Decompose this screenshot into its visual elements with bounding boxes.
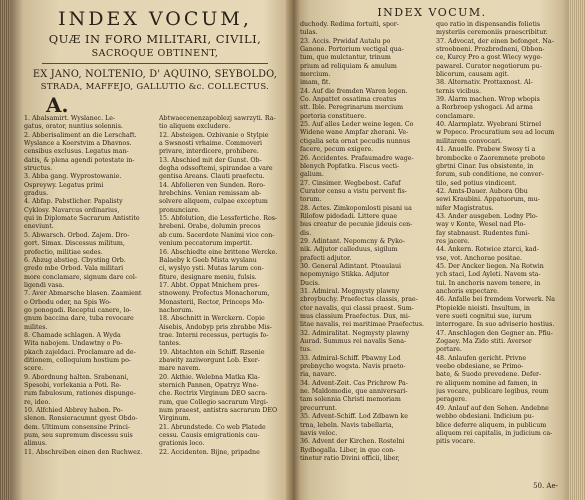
text-line: facere, pecum exigere.: [300, 146, 374, 154]
text-line: trae. Interni recessus, pertugis fo-: [159, 331, 269, 339]
text-line: zbroybuchy. Praefectus classis, prae-: [300, 296, 418, 304]
text-line: 15. Abfolution, die Lessfertiche. Ros-: [159, 215, 278, 223]
subtitle-line-2: SACROQUE OBTINENT,: [91, 48, 219, 59]
text-line: Monasterii, Rector, Princeps Mo-: [159, 298, 265, 306]
text-line: Ospreywy. Legatus primi: [24, 181, 104, 189]
text-line: privare, interdicere, prohibere.: [159, 148, 259, 156]
text-line: portoria constituere.: [300, 112, 367, 120]
text-line: mus classium Praefectus. Dux, mi-: [300, 313, 410, 321]
text-line: 6. Abzug abstieg. Cbysting Orb.: [24, 256, 126, 264]
text-line: tus.: [300, 346, 312, 354]
text-line: webbo obdesiani. Indicium pu-: [436, 413, 534, 421]
right-page-edges: [569, 0, 585, 500]
text-line: 19. Abtachten ein Schiff. Rzsenie: [159, 348, 265, 356]
text-line: tam solennia Christi memoriam: [300, 396, 401, 404]
text-line: hrebeni. Orabe, dolumin precos: [159, 223, 261, 231]
text-line: fiture, designare meniu, fulsis.: [159, 273, 257, 281]
text-line: precurrunt.: [300, 404, 338, 412]
left-column-1: [24, 115, 151, 457]
text-line: re, ideo.: [24, 398, 51, 406]
text-line: ce, Kurcy Pro a gost Wiecy wyge-: [436, 54, 543, 62]
text-line: navis veloc.: [300, 429, 338, 437]
text-line: ligendi vasa.: [24, 281, 65, 289]
text-line: Abtwaecenenzapoblezj sawrzyti. Ra-: [159, 115, 276, 122]
text-line: Balaeby k Geeb Mista wyslanu: [159, 256, 257, 264]
text-line: 22. Accidenten. Bijne, pripadne: [159, 448, 260, 456]
text-line: trna, lebeln. Navis tabellaria,: [300, 421, 394, 429]
text-line: 33. Admiral-Schiff. Pbawny Lod: [300, 354, 401, 362]
text-line: stroobneni. Prozbrodneni, Obbon-: [436, 46, 545, 54]
text-line: ab cum. Sacerdote Nanimi vice con-: [159, 231, 275, 239]
text-line: cessu. Causis emigrationis cau-: [159, 432, 260, 440]
text-line: prebnycho wogsta. Navis praeto-: [300, 363, 406, 371]
text-line: zbawity zaziworgunt Lob. Exer-: [159, 356, 260, 364]
text-line: blicorum, causam agit.: [436, 71, 510, 79]
text-line: Wyslance a Koerstvim a Dhavnos.: [24, 140, 132, 148]
text-line: 41. Anuelfe. Prabew Swosy ti a: [436, 146, 536, 154]
text-line: Aurad. Summus rei navalis Sena-: [300, 338, 407, 346]
text-line: 26. Accidentes. Prafaumadre wage-: [300, 154, 414, 162]
text-line: 28. Actes. Zimkopomlosti pisani ua: [300, 204, 412, 212]
text-line: 31. Admiral. Megmysty plawny: [300, 288, 400, 295]
text-line: 21. Abrundstede. Co web Platede: [159, 423, 266, 431]
text-line: nifer Magistratus.: [436, 204, 494, 212]
text-line: 9. Abordnung halten. Srabenani,: [24, 373, 129, 381]
text-line: eneviunt.: [24, 223, 54, 231]
text-line: gredo mbe Orbod. Vala militari: [24, 265, 124, 273]
text-line: 46. Anfalle bei fremdem Vorwerk. Na: [436, 296, 555, 304]
text-line: 39. Alarm machen. Wrop wbopis: [436, 96, 540, 104]
text-line: tilo, sed potius vindicent.: [436, 179, 517, 187]
text-line: portare.: [436, 346, 462, 354]
subtitle-line-1: QUÆ IN FORO MILITARI, CIVILI,: [48, 32, 262, 46]
text-line: mysteriis ceremoniis praescribitur.: [436, 29, 548, 37]
text-line: 49. Anlauf auf den Sehen. Andebne: [436, 404, 549, 412]
text-line: Rydbogalla. Liber, in quo con-: [300, 446, 396, 454]
text-line: Widene wane Ampfar zherani. Ve-: [300, 129, 409, 137]
text-line: w Popeco. Procuratium seu ad locum: [436, 129, 555, 137]
title-rule: [42, 63, 268, 64]
text-line: tinetur ratio Divini officii, liber,: [300, 454, 400, 462]
text-line: Ducis.: [300, 279, 320, 287]
text-line: a Swsnosti vrhaime. Commoveri: [159, 140, 263, 148]
text-line: grationis loco.: [159, 440, 205, 448]
text-line: 5. Abwarsch. Orbod. Zajem. Dro-: [24, 231, 130, 239]
text-line: che. Rectrix Virginum DEO sacra-: [159, 390, 268, 398]
text-line: litae navalis, rei maritimae Praefectus.: [300, 321, 425, 329]
text-line: 10. Alfchied Abbrey haben. Po-: [24, 407, 123, 415]
text-line: Ptopiekle nieisti. Insultum, in: [436, 304, 530, 312]
section-letter: A.: [46, 93, 69, 117]
text-line: Ganone. Portorium vectigal qua-: [300, 46, 404, 54]
text-line: vere sueti cognitui sue, iurum: [436, 313, 532, 321]
text-line: structus.: [24, 165, 53, 173]
text-line: a Rorbroep yshogaci. Ad arma: [436, 104, 533, 112]
text-line: torum.: [300, 196, 322, 204]
text-line: veebo obdesiane, se Primo-: [436, 363, 524, 371]
text-line: res jacere.: [436, 237, 470, 245]
text-line: nik. Adjutor calleduus, sigilum: [300, 246, 398, 254]
text-line: dis.: [300, 229, 312, 237]
text-line: conclamare.: [436, 112, 476, 120]
text-line: interrogare. In suo adviserio hostius.: [436, 321, 555, 329]
text-line: tantes.: [159, 340, 181, 348]
left-columns: [24, 115, 286, 457]
text-line: tulas.: [300, 29, 318, 37]
text-line: sternich Pannen, Opatryz Wne-: [159, 382, 259, 389]
text-line: Co. Anpattet ossatima creatus: [300, 96, 397, 104]
text-line: 20. Akthie. Welebna Matka Kla-: [159, 373, 260, 381]
left-page: [24, 0, 286, 500]
left-column-2: [159, 115, 286, 457]
text-line: gbrtni Cinar. Ius obsistente, in: [436, 162, 534, 170]
text-line: num praeest, antistra sacrarum DEO: [159, 407, 278, 415]
text-line: militarem convocari.: [436, 137, 503, 145]
text-line: gatus, orator, nuntius solennis.: [24, 123, 123, 131]
text-line: 40. Alarmplatz. Wyebrani Stirnel: [436, 121, 542, 129]
text-line: 42. Amts-Dauer. Aubora Obu: [436, 187, 528, 195]
text-line: 12. Absteigen. Ozbivanie o Stylpie: [159, 131, 269, 139]
text-line: 16. Abschiedte eine brittene Wercke.: [159, 248, 278, 256]
text-line: ych staci, Lod Ayleti. Navem sta-: [436, 271, 541, 279]
text-line: Zogaey. Ma Zido stiti. Aversor: [436, 338, 532, 346]
text-line: fay stabnaust. Rudentes funi-: [436, 229, 530, 237]
page-title: INDEX VOCUM,: [58, 8, 252, 30]
text-line: profectio, militiae sedes.: [24, 248, 103, 256]
text-line: 32. Admiralitat. Negmysty plawny: [300, 329, 410, 337]
text-line: 45. Der Ancker liegen. Na Rotwin: [436, 262, 544, 270]
running-header: INDEX VOCUM.: [377, 6, 487, 19]
right-column-2: [436, 21, 564, 463]
right-page: [300, 0, 564, 500]
text-line: 35. Advent-Schiff. Lod Zdbawn ke: [300, 413, 408, 421]
text-line: go ponogadi. Receptui canere, lo-: [24, 306, 132, 314]
text-line: stnoweny. Profectus Monachorum,: [159, 290, 270, 298]
text-line: brombocke o Zaoremnete prebote: [436, 154, 546, 162]
text-line: 7. Aver Abmarsche blasen. Zaamient: [24, 290, 142, 298]
text-line: ria, navarc.: [300, 371, 337, 379]
text-line: ci, wyslyo ysti. Mutas larum con-: [159, 265, 264, 273]
text-line: pronunciare.: [159, 206, 201, 214]
text-line: 2. Abberisaliment an die Lerschaft.: [24, 131, 137, 139]
right-column-1: [300, 21, 428, 463]
text-line: rum, que Collegio sacrarum Virgi-: [159, 398, 269, 406]
text-line: gort. Simax. Discessus militum,: [24, 240, 125, 248]
sources-line-1: EX JANO, NOLTENIO, D' AQUINO, SEYBOLDO,: [32, 69, 278, 80]
text-line: dem. Ultimum consensine Princi-: [24, 423, 130, 431]
text-line: 18. Abschnitt in Werckern. Copie: [159, 315, 265, 323]
text-line: way v Konte, Wesel nad Plo-: [436, 221, 526, 229]
text-line: quo ratio in dispensandis folietis: [436, 21, 541, 28]
text-line: prafecti adjutor.: [300, 254, 352, 262]
text-line: blice deferre aliquem, in publicum: [436, 421, 547, 429]
text-line: 30. General Adintant. Ptoaulaui: [300, 262, 402, 270]
text-line: 37. Advocat, der einen befonget. Na-: [436, 37, 554, 45]
text-line: 43. Ander ausgeben. Lodny Plo-: [436, 212, 538, 220]
text-line: ternis vicibus.: [436, 87, 482, 95]
text-line: tui. In anchoris navem tenere, in: [436, 279, 541, 287]
text-line: scere.: [24, 365, 44, 373]
text-line: tio aliquem excludere.: [159, 123, 231, 131]
text-line: 36. Advent der Kirchen. Rostelni: [300, 438, 405, 446]
text-line: slenon. Ronsieracumnt gyest Obdo-: [24, 415, 138, 423]
text-line: mare navem.: [159, 365, 201, 373]
text-line: pawarel. Curator negotiorum pu-: [436, 62, 542, 70]
text-line: datis, & plena agendi potestate in-: [24, 156, 135, 164]
text-line: pkach zajeldaci. Proclamare ad de-: [24, 348, 136, 356]
text-line: 29. Adintant. Nepomcny & Pyko-: [300, 237, 405, 245]
right-columns: [300, 21, 564, 463]
text-line: Spesobi, vorlekania a Poti. Re-: [24, 382, 122, 389]
text-line: 23. Accis. Prwidaf Autalu po: [300, 37, 391, 45]
text-line: 24. Auf die fremden Waren legen.: [300, 87, 408, 95]
text-line: imam, fit.: [300, 79, 331, 87]
text-line: 17. Abbt. Oppat Mnichem pres-: [159, 281, 260, 289]
text-line: 8. Chamade schlagen. A Wyda: [24, 331, 121, 339]
text-line: Wita nabojem. Undawtny o Po-: [24, 340, 123, 348]
text-line: Rilofow pidodadi. Littere quae: [300, 212, 398, 220]
text-line: gnum baccina dare, tuba revocare: [24, 315, 134, 323]
text-line: nachorum.: [159, 306, 194, 314]
text-line: Cyklosy. Navarcus ordinarius,: [24, 206, 120, 214]
text-line: anchoris expectare.: [436, 288, 500, 295]
text-line: forum, sub conditione, ne conver-: [436, 171, 544, 179]
text-line: ditionem, colloquium hostium po-: [24, 356, 132, 364]
text-line: galium.: [300, 171, 324, 179]
text-line: 4. Abfap. Pabstlicher. Papalisty: [24, 198, 123, 206]
text-line: duchody. Redima fortuiti, spor-: [300, 21, 399, 28]
text-line: milites.: [24, 323, 48, 331]
text-line: 13. Abschied mit der Gunst. Ob-: [159, 156, 262, 164]
left-page-edges: [0, 0, 10, 500]
text-line: 14. Abfolieren ven Sunden. Roro-: [159, 181, 266, 189]
text-line: nepomynigo Stikka. Adjutor: [300, 271, 390, 279]
text-line: qui in Diplomate Sacrarum Antistite: [24, 215, 140, 223]
text-line: bus creatur de pecunie jideuis cen-: [300, 221, 413, 229]
text-line: 34. Advent-Zeit. Cas Prichrow Pa-: [300, 379, 408, 387]
text-line: 1. Abalsamirt. Wyslanec. Le-: [24, 115, 116, 122]
text-line: 44. Ankern. Rotwice ztarci, kad-: [436, 246, 539, 254]
catchword: 50. Ae-: [533, 482, 558, 490]
text-line: sewi Kraubini. Appatuorum, mu-: [436, 196, 540, 204]
text-line: censibus exclusus. Legatus man-: [24, 148, 129, 156]
text-line: peragere.: [436, 396, 468, 404]
text-line: bate, & Suodo prevedene. Defer-: [436, 371, 542, 379]
text-line: gentisa Areans. Clauti praefectu.: [159, 173, 265, 181]
text-line: 3. Abba gang. Wyprostowanie.: [24, 173, 122, 181]
text-line: ne. Maldomodie, que anniversari-: [300, 388, 408, 396]
text-line: 38. Alternativ. Prottaxnost. Al-: [436, 79, 533, 87]
text-line: tum, quo mulctantur, trinum: [300, 54, 391, 62]
text-line: Aisebis, Andobyp pris zbrabbe Mis-: [159, 323, 272, 331]
text-line: 47. Anschlagen den Gegner an. Pfiu-: [436, 329, 553, 337]
text-line: venium peccatorum impertit.: [159, 240, 253, 248]
text-line: jus vocare, publicare legibus, reum: [436, 388, 549, 396]
text-line: Virginum.: [159, 415, 191, 423]
sources-line-2: STRADA, MAFFEJO, GALLUTIO &c. COLLECTUS.: [40, 82, 270, 92]
text-line: degha odssoftemi, spirandae a vare: [159, 165, 273, 173]
text-line: aliquem rei capitalis, in judicium ca-: [436, 429, 553, 437]
text-line: pitis vocare.: [436, 438, 476, 446]
text-line: cter navalis, qui classi praest. Sum-: [300, 304, 414, 312]
text-line: blenych Popfatku. Fiscus vecti-: [300, 162, 400, 170]
text-line: hrebchins. Venian remissam ab-: [159, 190, 262, 198]
text-line: re aliquem nomine ad famen, in: [436, 379, 538, 387]
text-line: ctigalia seta ornat pecudis nunnus: [300, 137, 411, 145]
text-line: o Orbodu oder, na Spis Wo-: [24, 298, 112, 306]
text-line: pum, seu supremum discessu suis: [24, 432, 133, 440]
text-line: 48. Anlaufen gericht. Privne: [436, 354, 527, 362]
text-line: more conclamare, signum dare col-: [24, 273, 137, 281]
text-line: 11. Abschreiben einen den Ruchwez.: [24, 448, 143, 456]
book-spine: [286, 0, 300, 500]
text-line: solvere aliquem, culpae exceptum: [159, 198, 268, 206]
text-line: rum fabulosum, rationes dispunge-: [24, 390, 136, 398]
text-line: vse, vot. Anchorae positae.: [436, 254, 522, 262]
text-line: stt. Ible. Peregrinarum mercium: [300, 104, 404, 112]
text-line: Curator censu a vistu pervent fis-: [300, 187, 407, 195]
text-line: alimus.: [24, 440, 48, 448]
text-line: 27. Cinsimer. Wegbebost. Cafuf: [300, 179, 401, 187]
text-line: prium ad reliquiam & amulum mercium.: [300, 62, 397, 79]
text-line: 25. Auf alles Leder weine legen. Co: [300, 121, 414, 129]
text-line: gradus.: [24, 190, 49, 198]
